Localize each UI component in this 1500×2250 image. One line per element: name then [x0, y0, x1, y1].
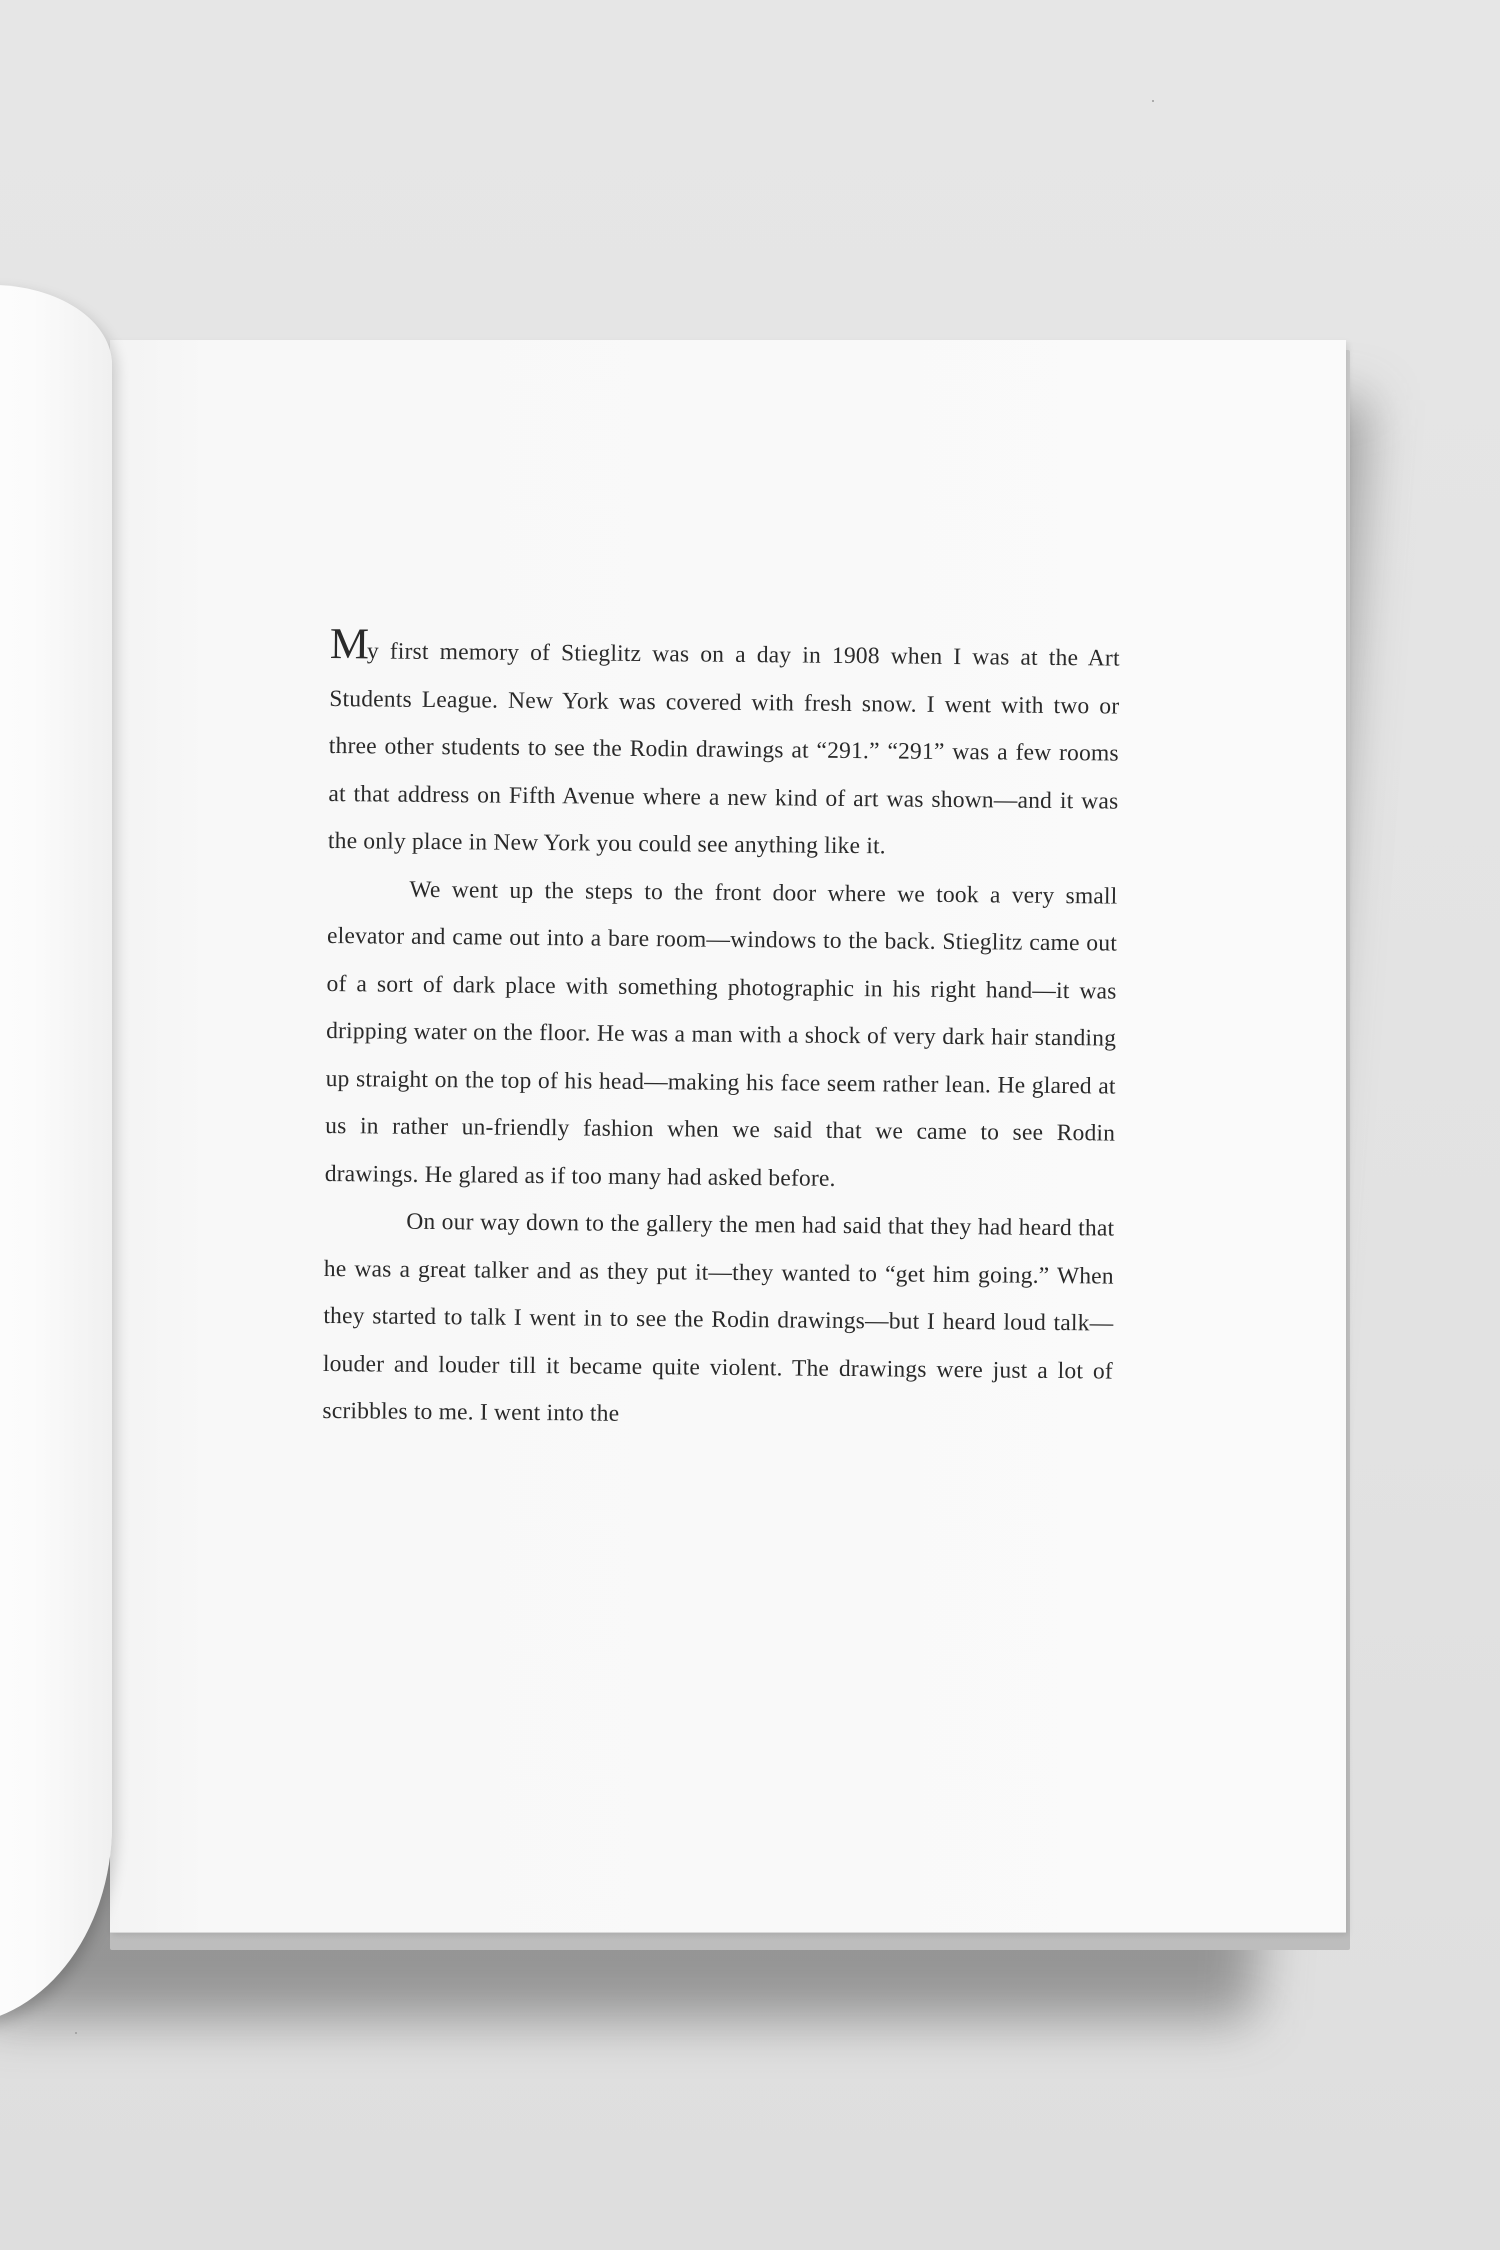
paragraph-3: On our way down to the gallery the men had said that they had heard that he was a great talker and as they put it—they wanted to “get him going.” When they started to talk I went in to see the Rodin drawings—but I heard loud talk—louder and louder till it became quite violent. The drawings were just a lot of scribbles to me. I went into the [322, 1208, 1115, 1427]
dust-speck [75, 2032, 77, 2034]
paragraph-1-text: y first memory of Stieglitz was on a day in 1908 when I was at the Art Students League. New York was covered with fresh snow. I went with two or three other students to see the Rodin drawings at “291.” “291” was a few rooms at that address on Fifth Avenue where a new kind of art was shown—and it was the only place in New York you could see anything like it. [327, 638, 1120, 860]
body-text [322, 619, 1120, 1443]
drop-cap: M [329, 619, 368, 669]
dust-speck [1152, 100, 1154, 102]
paragraph-2: We went up the steps to the front door where we took a very small elevator and came out into a bare room—windows to the back. Stieglitz came out of a sort of dark place with something photographic in his right hand—it was dripping water on the floor. He was a man with a shock of very dark hair standing up straight on the top of his head—making his face seem rather lean. He glared at us in rather un-friendly fashion when we said that we came to see Rodin drawings. He glared as if too many had asked before. [324, 876, 1118, 1192]
paragraph-1 [327, 619, 1120, 873]
left-page-curl [0, 285, 112, 2025]
